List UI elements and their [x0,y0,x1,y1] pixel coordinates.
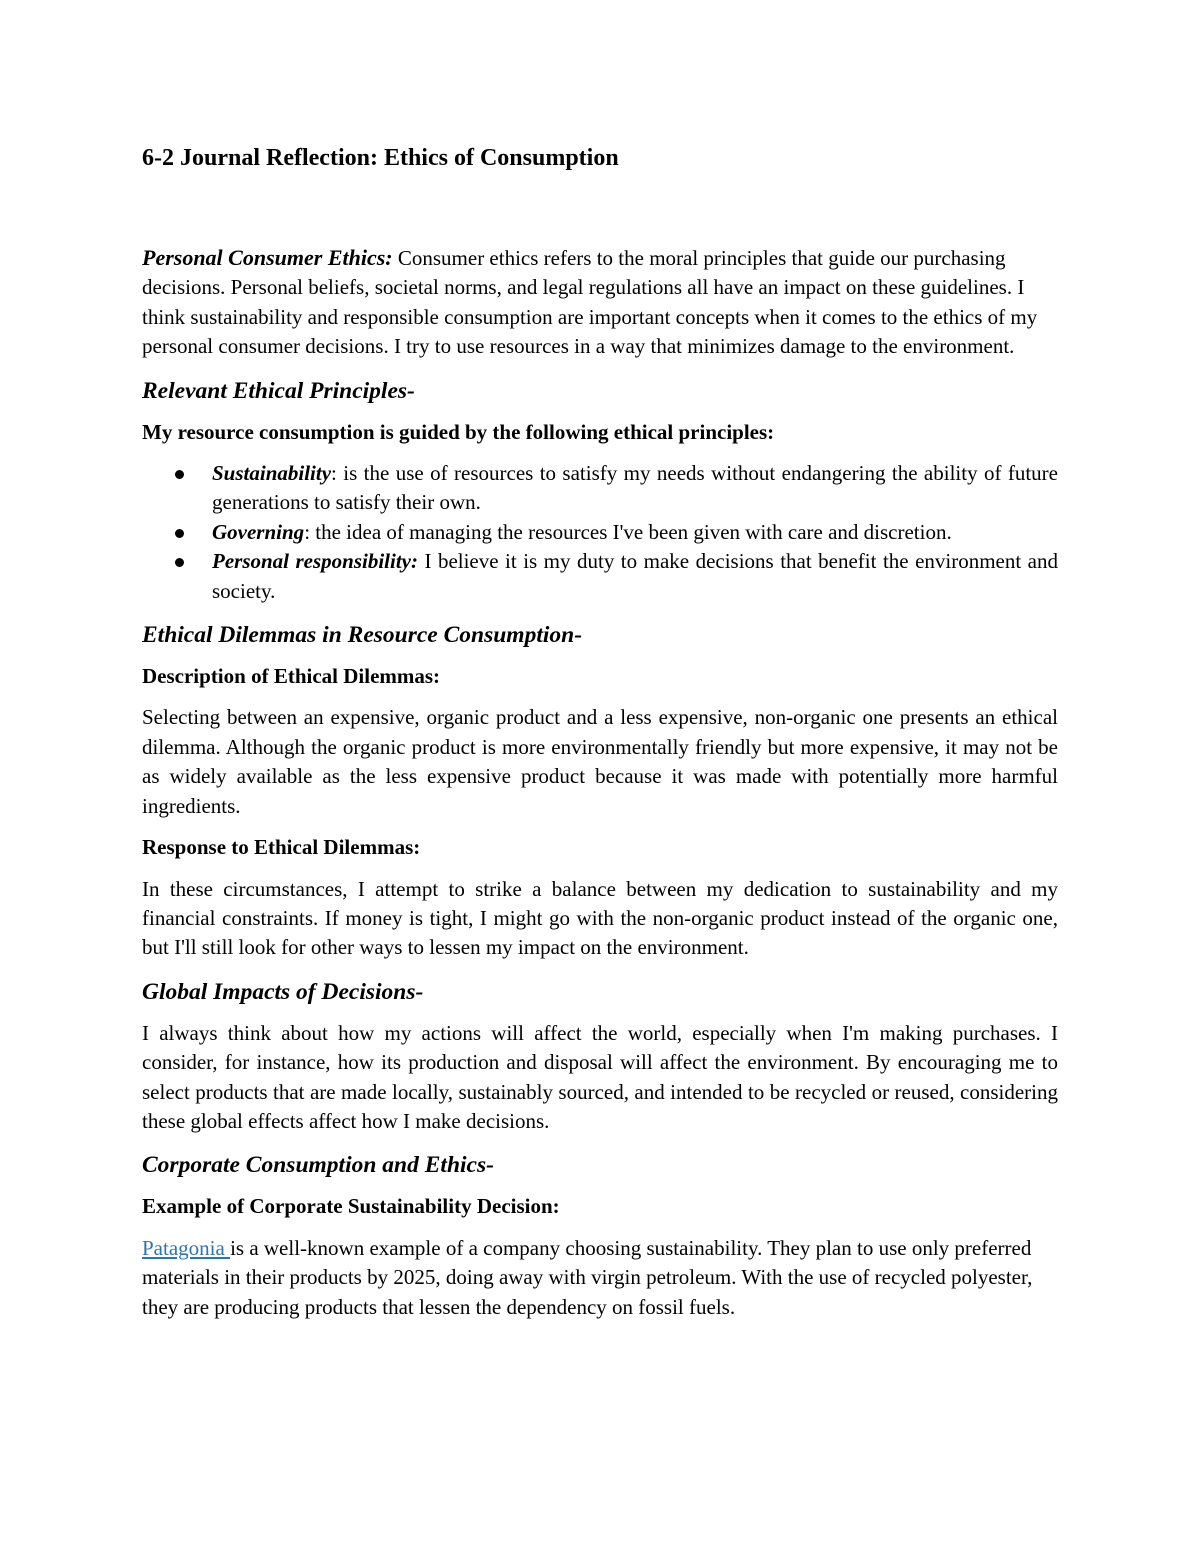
section-heading-dilemmas: Ethical Dilemmas in Resource Consumption- [142,622,583,649]
personal-ethics-paragraph [142,243,1058,362]
principles-intro: My resource consumption is guided by the following ethical principles: [142,419,775,444]
bullet-icon [175,558,184,567]
corporate-paragraph [142,1234,1058,1322]
personal-ethics-text: Consumer ethics refers to the moral principles that guide our purchasing decisions. Personal beliefs, societal norms, and legal regulations all have an impact on these guidelines. I think sustainability and responsible consumption are important concepts when it comes to the ethics of my personal consumer decisions. I try to use resources in a way that minimizes damage to the environment. [142,246,1038,359]
list-item [142,459,1058,518]
principles-list [142,459,1058,606]
document-body [142,243,1058,1322]
section-heading-principles: Relevant Ethical Principles- [142,377,415,404]
personal-ethics-lead: Personal Consumer Ethics: [142,245,393,270]
principle-text: : the idea of managing the resources I've been given with care and discretion. [304,519,952,544]
corporate-example-heading: Example of Corporate Sustainability Decision: [142,1194,560,1219]
patagonia-link[interactable]: Patagonia [142,1235,231,1260]
section-heading-corporate: Corporate Consumption and Ethics- [142,1152,494,1179]
dilemmas-description-paragraph: Selecting between an expensive, organic product and a less expensive, non-organic one presents an ethical dilemma. Although the organic product is more environmentally friendly but more expensive, it may not be as widely available as the less expensive product because it was made with potentially more harmful ingredients. [142,705,1058,818]
principle-term: Governing [212,519,305,544]
principle-text: : is the use of resources to satisfy my needs without endangering the ability of future generations to satisfy their own. [212,461,1058,515]
bullet-icon [175,529,184,538]
document-title: 6-2 Journal Reflection: Ethics of Consumption [142,145,619,171]
corporate-text: is a well-known example of a company choosing sustainability. They plan to use only preferred materials in their products by 2025, doing away with virgin petroleum. With the use of recycled polyester, they are producing products that lessen the dependency on fossil fuels. [142,1235,1033,1319]
list-item [142,547,1058,606]
section-heading-global: Global Impacts of Decisions- [142,978,424,1005]
dilemmas-response-paragraph: In these circumstances, I attempt to strike a balance between my dedication to sustainability and my financial constraints. If money is tight, I might go with the non-organic product instead of the organic one, but I'll still look for other ways to lessen my impact on the environment. [142,876,1058,960]
principle-term: Sustainability [212,461,332,486]
principle-text: I believe it is my duty to make decisions that benefit the environment and society. [212,549,1059,603]
bullet-icon [175,470,184,479]
dilemmas-response-heading: Response to Ethical Dilemmas: [142,835,421,860]
principle-term: Personal responsibility: [212,549,418,574]
dilemmas-description-heading: Description of Ethical Dilemmas: [142,664,441,689]
list-item [142,518,1058,547]
global-paragraph: I always think about how my actions will affect the world, especially when I'm making purchases. I consider, for instance, how its production and disposal will affect the environment. By encouraging me to select products that are made locally, sustainably sourced, and intended to be recycled or reused, considering these global effects affect how I make decisions. [142,1020,1058,1133]
